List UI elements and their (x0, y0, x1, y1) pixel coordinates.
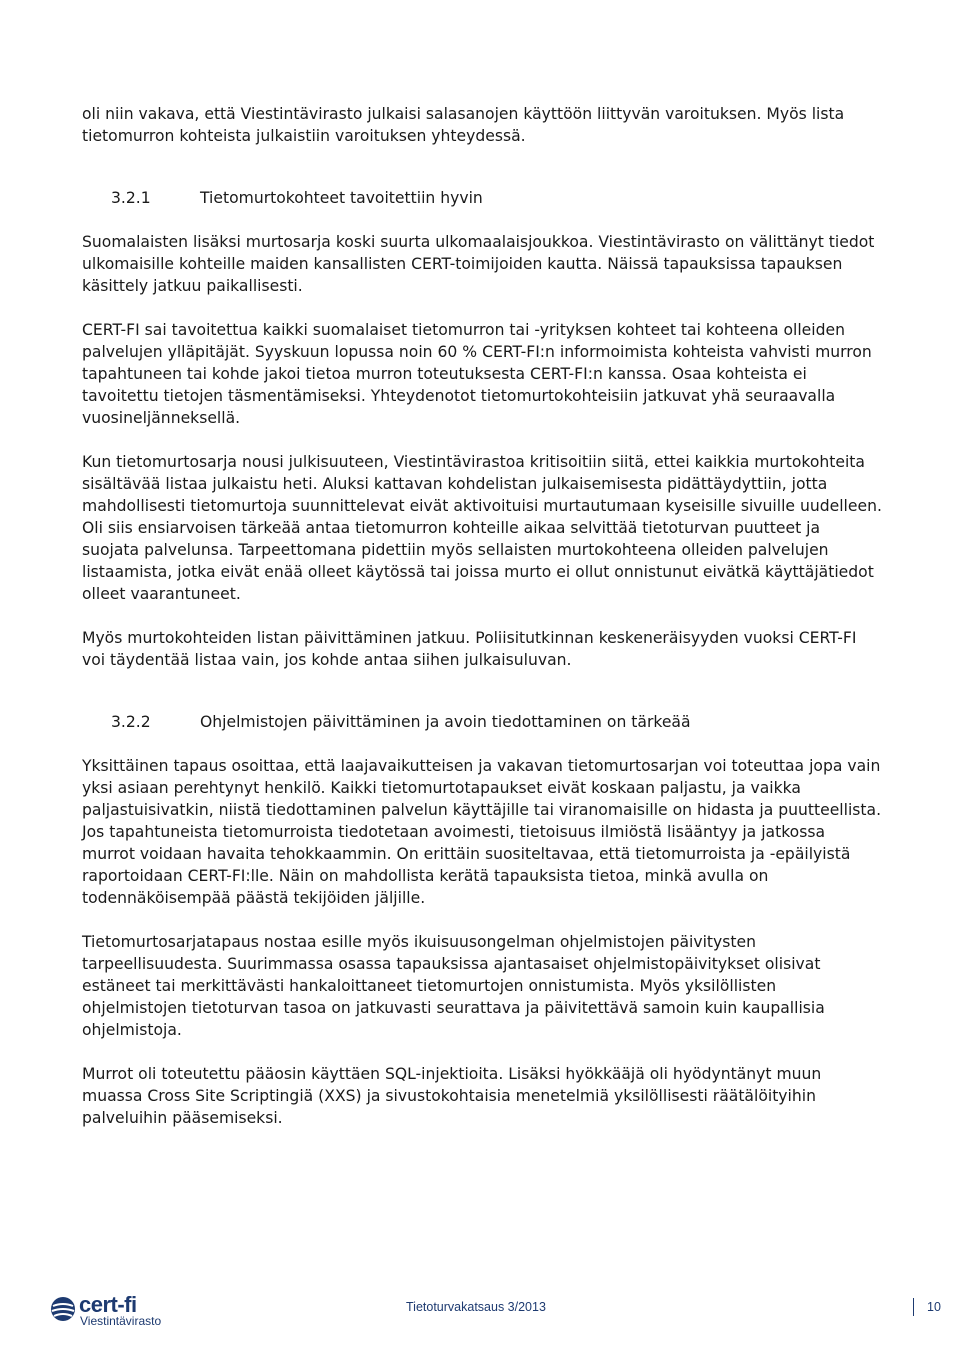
section-title: Ohjelmistojen päivittäminen ja avoin tiedottaminen on tärkeää (200, 713, 691, 731)
cert-fi-logo (50, 1294, 190, 1330)
section-title: Tietomurtokohteet tavoitettiin hyvin (200, 189, 483, 207)
section-heading-3-2-2 (82, 711, 882, 733)
section-heading-3-2-1 (82, 187, 882, 209)
paragraph: Tietomurtosarjatapaus nostaa esille myös ikuisuusongelman ohjelmistojen päivitysten tarpeellisuudesta. Suurimmassa osassa tapauksissa ajantasaiset ohjelmistopäivitykset olisivat estäneet tai merkittävästi hankaloittaneet tietomurtojen onnistumista. Myös yksilöllisten ohjelmistojen tietoturvan tasoa on jatkuvasti seurattava ja päivitettävä samoin kuin kaupallisia ohjelmistoja. (82, 933, 825, 1039)
paragraph: CERT-FI sai tavoitettua kaikki suomalaiset tietomurron tai -yrityksen kohteet tai kohteena olleiden palvelujen ylläpitäjät. Syyskuun lopussa noin 60 % CERT-FI:n informoimista kohteista vahvisti murron tapahtuneen tai kohde jakoi tietoa murron toteutuksesta CERT-FI:n kanssa. Osaa kohteista ei tavoitettu tietojen täsmentämiseksi. Yhteydenotot tietomurtokohteisiin jatkuvat yhä seuraavalla vuosineljänneksellä. (82, 321, 872, 427)
paragraph: Myös murtokohteiden listan päivittäminen jatkuu. Poliisitutkinnan keskeneräisyyden vuoksi CERT-FI voi täydentää listaa vain, jos kohde antaa siihen julkaisuluvan. (82, 629, 857, 669)
page-number: 10 (927, 1300, 941, 1314)
logo-name: cert-fi (79, 1292, 137, 1317)
paragraph: Kun tietomurtosarja nousi julkisuuteen, Viestintävirastoa kritisoitiin siitä, ettei kaikkia murtokohteita sisältävää listaa julkaistu heti. Aluksi kattavan kohdelistan julkaisemisesta pidättäydyttiin, jotta mahdollisesti tietomurtoja suunnittelevat eivät aktivoituisi murtautumaan kyseisille sivuille uudelleen. Oli siis ensiarvoisen tärkeää antaa tietomurron kohteille aikaa selvittää tietoturvan puutteet ja suojata palvelunsa. Tarpeettomana pidettiin myös sellaisten murtokohteena olleiden palvelujen listaamista, jotka eivät enää olleet käytössä tai joissa murto ei ollut onnistunut eivätkä käyttäjätiedot olleet vaarantuneet. (82, 453, 882, 603)
page-footer (0, 1288, 960, 1332)
paragraph: Suomalaisten lisäksi murtosarja koski suurta ulkomaalaisjoukkoa. Viestintävirasto on välittänyt tiedot ulkomaisille kohteille maiden kansallisten CERT-toimijoiden kautta. Näissä tapauksissa tapauksen käsittely jatkuu paikallisesti. (82, 233, 875, 295)
publication-title: Tietoturvakatsaus 3/2013 (406, 1300, 546, 1314)
globe-icon (50, 1296, 76, 1322)
logo-organization: Viestintävirasto (80, 1314, 162, 1328)
footer-divider (913, 1298, 914, 1316)
paragraph: Murrot oli toteutettu pääosin käyttäen SQL-injektioita. Lisäksi hyökkääjä oli hyödyntänyt muun muassa Cross Site Scriptingiä (XXS) ja sivustokohtaisia menetelmiä yksilöllisesti räätälöityihin palveluihin pääsemiseksi. (82, 1065, 822, 1127)
paragraph: Yksittäinen tapaus osoittaa, että laajavaikutteisen ja vakavan tietomurtosarjan voi toteuttaa jopa vain yksi asiaan perehtynyt henkilö. Kaikki tietomurtotapaukset eivät koskaan paljastu, ja vaikka paljastuisivatkin, niistä tiedottaminen palvelun käyttäjille tai viranomaisille on hidasta ja puutteellista. Jos tapahtuneista tietomurroista tiedotetaan avoimesti, tietoisuus ilmiöstä lisääntyy ja jatkossa murrot voidaan havaita tehokkaammin. On erittäin suositeltavaa, että tietomurroista ja -epäilyistä raportoidaan CERT-FI:lle. Näin on mahdollista kerätä tapauksista tietoa, minkä avulla on todennäköisempää päästä tekijöiden jäljille. (82, 757, 882, 907)
section-number: 3.2.1 (111, 189, 151, 207)
paragraph: oli niin vakava, että Viestintävirasto julkaisi salasanojen käyttöön liittyvän varoituksen. Myös lista tietomurron kohteista julkaistiin varoituksen yhteydessä. (82, 105, 845, 145)
document-body (82, 103, 882, 1129)
section-number: 3.2.2 (111, 713, 151, 731)
